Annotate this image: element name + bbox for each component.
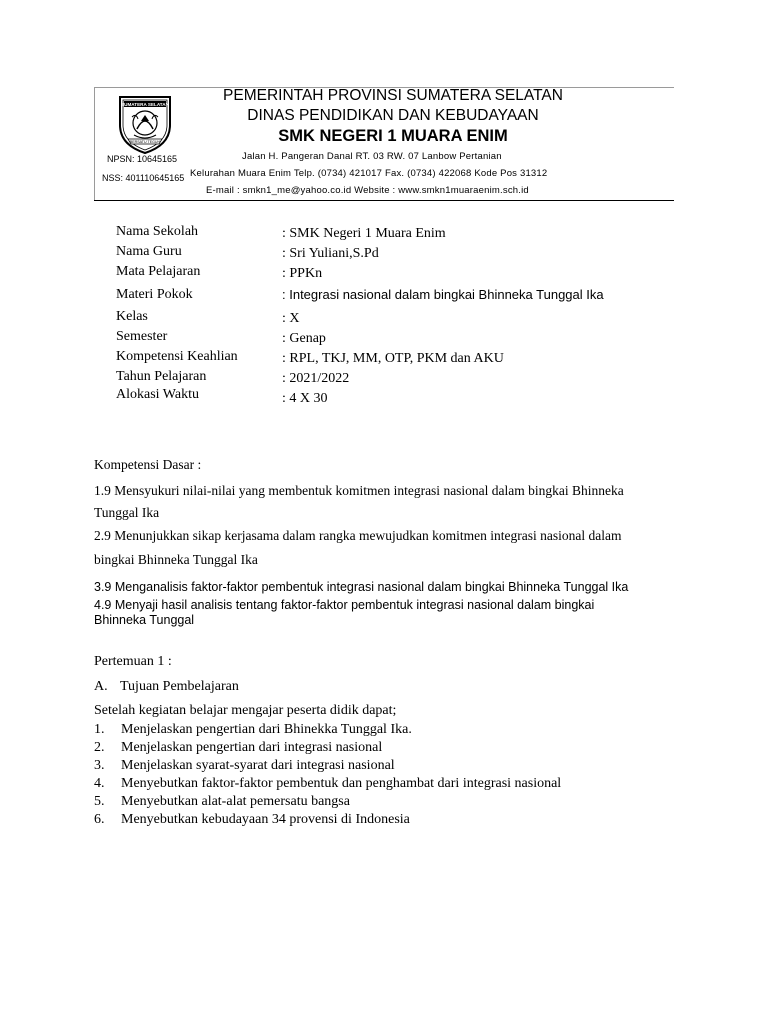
- identity-label-topic: Materi Pokok: [116, 287, 193, 302]
- kd-item-4-line-1: 4.9 Menyaji hasil analisis tentang faktor-faktor pembentuk integrasi nasional dalam bingkai: [94, 598, 595, 612]
- objective-number-6: 6.: [94, 812, 105, 827]
- header-school-name: SMK NEGERI 1 MUARA ENIM: [278, 127, 508, 145]
- objective-number-4: 4.: [94, 776, 105, 791]
- letterhead-bottom-border: [94, 200, 674, 201]
- identity-label-year: Tahun Pelajaran: [116, 369, 207, 384]
- identity-value-time: : 4 X 30: [282, 391, 328, 406]
- npsn-number: NPSN: 10645165: [107, 154, 178, 164]
- header-government-line: PEMERINTAH PROVINSI SUMATERA SELATAN: [223, 87, 563, 104]
- identity-value-teacher: : Sri Yuliani,S.Pd: [282, 246, 379, 261]
- kd-item-2-line-2: bingkai Bhinneka Tunggal Ika: [94, 552, 258, 567]
- kd-item-2-line-1: 2.9 Menunjukkan sikap kerjasama dalam rangka mewujudkan komitmen integrasi nasional dalam: [94, 528, 622, 543]
- kd-item-3: 3.9 Menganalisis faktor-faktor pembentuk integrasi nasional dalam bingkai Bhinneka Tunggal Ika: [94, 580, 629, 594]
- province-emblem-logo: [112, 91, 178, 157]
- objective-number-3: 3.: [94, 758, 105, 773]
- identity-label-semester: Semester: [116, 329, 168, 344]
- section-a-title: Tujuan Pembelajaran: [120, 679, 239, 694]
- meeting-title: Pertemuan 1 :: [94, 654, 172, 669]
- objective-item-6: Menyebutkan kebudayaan 34 provensi di Indonesia: [121, 812, 410, 827]
- identity-value-expertise: : RPL, TKJ, MM, OTP, PKM dan AKU: [282, 351, 504, 366]
- identity-value-year: : 2021/2022: [282, 371, 350, 386]
- identity-value-semester: : Genap: [282, 331, 326, 346]
- nss-number: NSS: 401110645165: [102, 173, 185, 183]
- identity-value-subject: : PPKn: [282, 266, 323, 281]
- svg-text:SUMATERA SELATAN: SUMATERA SELATAN: [121, 102, 169, 107]
- objective-item-4: Menyebutkan faktor-faktor pembentuk dan penghambat dari integrasi nasional: [121, 776, 562, 791]
- objective-number-1: 1.: [94, 722, 105, 737]
- identity-value-topic: : Integrasi nasional dalam bingkai Bhinneka Tunggal Ika: [282, 287, 604, 302]
- identity-value-class: : X: [282, 311, 300, 326]
- identity-label-subject: Mata Pelajaran: [116, 264, 201, 279]
- objective-item-1: Menjelaskan pengertian dari Bhinekka Tunggal Ika.: [121, 722, 412, 737]
- kd-item-1-line-2: Tunggal Ika: [94, 505, 160, 520]
- objective-item-5: Menyebutkan alat-alat pemersatu bangsa: [121, 794, 350, 809]
- objective-number-5: 5.: [94, 794, 105, 809]
- contact-line: E-mail : smkn1_me@yahoo.co.id Website : www.smkn1muaraenim.sch.id: [206, 185, 529, 196]
- svg-text:BERSATU TEGUH: BERSATU TEGUH: [129, 140, 161, 144]
- identity-label-class: Kelas: [116, 309, 148, 324]
- kd-title: Kompetensi Dasar :: [94, 457, 202, 472]
- objective-item-2: Menjelaskan pengertian dari integrasi nasional: [121, 740, 383, 755]
- kd-item-4-line-2: Bhinneka Tunggal: [94, 613, 195, 627]
- identity-label-teacher: Nama Guru: [116, 244, 182, 259]
- letterhead-left-border: [94, 87, 95, 201]
- objective-item-3: Menjelaskan syarat-syarat dari integrasi nasional: [121, 758, 395, 773]
- identity-label-school: Nama Sekolah: [116, 224, 199, 239]
- header-department-line: DINAS PENDIDIKAN DAN KEBUDAYAAN: [247, 107, 539, 124]
- address-line-1: Jalan H. Pangeran Danal RT. 03 RW. 07 Lanbow Pertanian: [242, 151, 502, 162]
- identity-label-expertise: Kompetensi Keahlian: [116, 349, 238, 364]
- letterhead: [94, 87, 674, 201]
- objectives-intro: Setelah kegiatan belajar mengajar peserta didik dapat;: [94, 703, 397, 718]
- section-a-marker: A.: [94, 679, 108, 694]
- kd-item-1-line-1: 1.9 Mensyukuri nilai-nilai yang membentuk komitmen integrasi nasional dalam bingkai Bhinneka: [94, 483, 624, 498]
- objective-number-2: 2.: [94, 740, 105, 755]
- identity-value-school: : SMK Negeri 1 Muara Enim: [282, 226, 446, 241]
- identity-label-time: Alokasi Waktu: [116, 387, 199, 402]
- address-line-2: Kelurahan Muara Enim Telp. (0734) 421017 Fax. (0734) 422068 Kode Pos 31312: [190, 168, 548, 179]
